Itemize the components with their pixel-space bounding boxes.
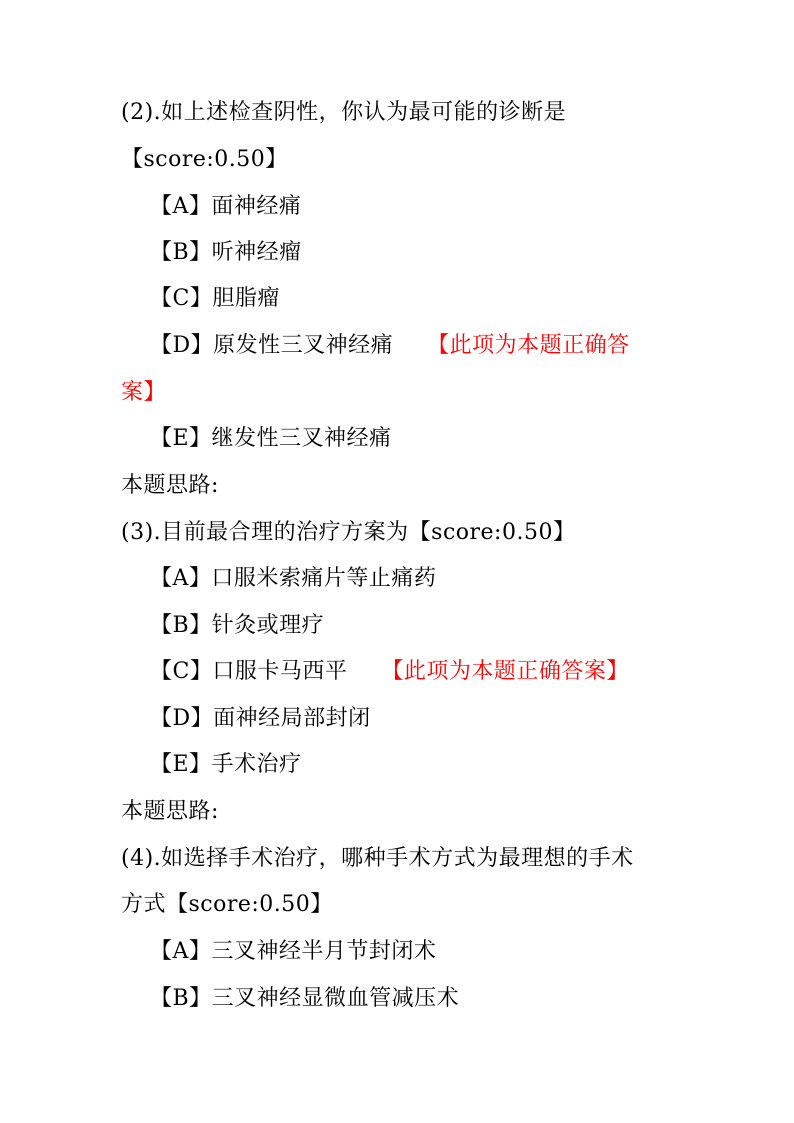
q2-analysis-label: 本题思路: [121, 473, 219, 498]
q2-option-d-row [150, 331, 630, 361]
question-2-stem: (2).如上述检查阴性，你认为最可能的诊断是 [121, 100, 567, 125]
q3-option-b: 【B】针灸或理疗 [150, 613, 325, 638]
q2-option-b: 【B】听神经瘤 [150, 240, 302, 265]
q2-option-c: 【C】胆脂瘤 [150, 286, 280, 311]
question-2-score: 【score:0.50】 [121, 147, 288, 172]
q3-analysis-label: 本题思路: [121, 799, 219, 824]
question-4-score-line: 方式【score:0.50】 [121, 892, 333, 917]
question-4-stem: (4).如选择手术治疗，哪种手术方式为最理想的手术 [121, 846, 634, 871]
q3-option-e: 【E】手术治疗 [150, 752, 302, 777]
q3-option-d: 【D】面神经局部封闭 [150, 706, 371, 731]
q3-correct-marker: 【此项为本题正确答案】 [381, 659, 629, 684]
q2-option-a: 【A】面神经痛 [150, 194, 302, 219]
q4-option-a: 【A】三叉神经半月节封闭术 [150, 939, 437, 964]
q2-option-e: 【E】继发性三叉神经痛 [150, 426, 392, 451]
question-3-stem: (3).目前最合理的治疗方案为【score:0.50】 [121, 520, 576, 545]
q2-correct-marker: 【此项为本题正确答 [427, 333, 630, 358]
q3-option-c: 【C】口服卡马西平 [150, 659, 348, 684]
q4-option-b: 【B】三叉神经显微血管减压术 [150, 986, 460, 1011]
q3-option-a: 【A】口服米索痛片等止痛药 [150, 566, 437, 591]
q2-correct-marker-cont: 案】 [121, 380, 167, 405]
q3-option-c-row [150, 657, 629, 687]
q2-option-d: 【D】原发性三叉神经痛 [150, 333, 394, 358]
